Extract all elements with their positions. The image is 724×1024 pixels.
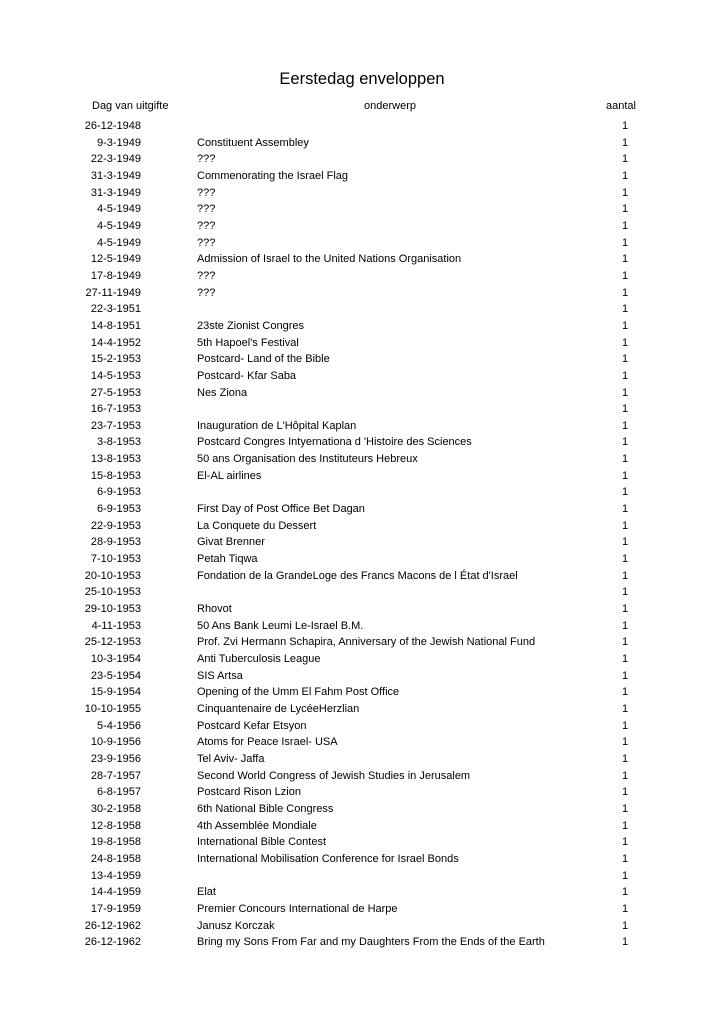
table-row <box>0 401 724 418</box>
count-cell: 1 <box>621 653 629 665</box>
table-row <box>0 534 724 551</box>
page-title: Eerstedag enveloppen <box>279 70 445 88</box>
count-cell: 1 <box>621 519 629 532</box>
table-row <box>0 151 724 168</box>
subject-cell: Commenorating the Israel Flag <box>197 169 349 182</box>
date-cell: 15-8-1953 <box>90 469 141 482</box>
count-cell: 1 <box>621 686 629 699</box>
table-row <box>0 901 724 918</box>
subject-cell: Postcard- Kfar Saba <box>197 369 297 382</box>
date-cell: 27-5-1953 <box>90 386 141 399</box>
date-cell: 13-4-1959 <box>90 869 141 882</box>
count-cell: 1 <box>621 736 629 749</box>
subject-cell: International Bible Contest <box>197 836 327 849</box>
table-row <box>0 418 724 435</box>
table-row <box>0 568 724 585</box>
count-cell: 1 <box>621 303 629 316</box>
date-cell: 31-3-1949 <box>90 169 141 182</box>
date-cell: 17-8-1949 <box>90 269 141 282</box>
subject-cell: ??? <box>197 236 216 249</box>
subject-cell: Constituent Assembley <box>197 136 309 149</box>
date-cell: 24-8-1958 <box>90 852 141 865</box>
subject-cell: ??? <box>197 203 216 216</box>
date-cell: 14-5-1953 <box>90 369 141 382</box>
table-row <box>0 701 724 718</box>
subject-cell: Bring my Sons From Far and my Daughters From the Ends of the Earth <box>197 936 545 949</box>
date-cell: 22-3-1951 <box>90 303 141 316</box>
table-row <box>0 235 724 252</box>
table-row <box>0 185 724 202</box>
subject-cell: ??? <box>197 186 216 199</box>
table-row <box>0 251 724 268</box>
count-cell: 1 <box>621 503 629 516</box>
subject-cell: SIS Artsa <box>197 669 243 682</box>
count-cell: 1 <box>621 586 629 599</box>
count-cell: 1 <box>621 120 629 132</box>
date-cell: 27-11-1949 <box>85 286 141 299</box>
subject-cell: La Conquete du Dessert <box>197 519 317 532</box>
date-cell: 30-2-1958 <box>90 802 141 815</box>
count-cell: 1 <box>621 403 629 416</box>
table-row <box>0 651 724 668</box>
date-cell: 28-7-1957 <box>90 769 141 782</box>
date-cell: 26-12-1948 <box>84 120 141 132</box>
table-row <box>0 501 724 518</box>
date-cell: 22-9-1953 <box>90 519 141 532</box>
table-row <box>0 868 724 885</box>
subject-cell: 50 ans Organisation des Instituteurs Hebreux <box>197 453 418 466</box>
count-cell: 1 <box>621 153 629 166</box>
table-row <box>0 218 724 235</box>
column-header-date: Dag van uitgifte <box>92 100 169 112</box>
subject-cell: Tel Aviv- Jaffa <box>197 752 265 765</box>
date-cell: 14-4-1959 <box>90 886 141 899</box>
table-row <box>0 318 724 335</box>
count-cell: 1 <box>621 436 629 449</box>
count-cell: 1 <box>621 769 629 782</box>
date-cell: 25-10-1953 <box>84 586 141 599</box>
date-cell: 17-9-1959 <box>90 902 141 915</box>
table-row <box>0 385 724 402</box>
date-cell: 6-9-1953 <box>96 486 141 499</box>
date-cell: 26-12-1962 <box>84 919 141 932</box>
date-cell: 4-5-1949 <box>96 236 141 249</box>
date-cell: 20-10-1953 <box>84 569 141 582</box>
subject-cell: Fondation de la GrandeLoge des Francs Macons de l État d'Israel <box>197 569 518 582</box>
subject-cell: Postcard- Land of the Bible <box>197 353 330 366</box>
date-cell: 23-9-1956 <box>90 752 141 765</box>
date-cell: 14-4-1952 <box>90 336 141 349</box>
count-cell: 1 <box>621 553 629 566</box>
table-row <box>0 768 724 785</box>
date-cell: 7-10-1953 <box>90 553 141 566</box>
count-cell: 1 <box>621 186 629 199</box>
count-cell: 1 <box>621 203 629 216</box>
count-cell: 1 <box>621 669 629 682</box>
count-cell: 1 <box>621 219 629 232</box>
subject-cell: Anti Tuberculosis League <box>197 653 321 665</box>
count-cell: 1 <box>621 169 629 182</box>
count-cell: 1 <box>621 369 629 382</box>
subject-cell: ??? <box>197 269 216 282</box>
table-row <box>0 484 724 501</box>
count-cell: 1 <box>621 286 629 299</box>
table-row <box>0 818 724 835</box>
subject-cell: Admission of Israel to the United Nations Organisation <box>197 253 462 266</box>
column-header-count: aantal <box>606 100 636 112</box>
date-cell: 10-9-1956 <box>90 736 141 749</box>
date-cell: 4-5-1949 <box>96 219 141 232</box>
date-cell: 23-7-1953 <box>90 419 141 432</box>
table-row <box>0 118 724 135</box>
table-row <box>0 618 724 635</box>
count-cell: 1 <box>621 336 629 349</box>
table-row <box>0 918 724 935</box>
envelope-table <box>0 118 724 951</box>
subject-cell: Second World Congress of Jewish Studies in Jerusalem <box>197 769 471 782</box>
date-cell: 19-8-1958 <box>90 836 141 849</box>
subject-cell: Prof. Zvi Hermann Schapira, Anniversary of the Jewish National Fund <box>197 636 536 649</box>
count-cell: 1 <box>621 802 629 815</box>
count-cell: 1 <box>621 136 629 149</box>
subject-cell: 5th Hapoel's Festival <box>197 336 299 349</box>
subject-cell: International Mobilisation Conference for Israel Bonds <box>197 852 459 865</box>
table-row <box>0 784 724 801</box>
subject-cell: Atoms for Peace Israel- USA <box>197 736 338 749</box>
subject-cell: 4th Assemblée Mondiale <box>197 819 317 832</box>
table-row <box>0 801 724 818</box>
date-cell: 14-8-1951 <box>90 319 141 332</box>
table-row <box>0 201 724 218</box>
count-cell: 1 <box>621 869 629 882</box>
date-cell: 10-10-1955 <box>84 702 141 715</box>
date-cell: 6-8-1957 <box>96 786 141 799</box>
date-cell: 23-5-1954 <box>90 669 141 682</box>
date-cell: 12-8-1958 <box>90 819 141 832</box>
table-row <box>0 851 724 868</box>
subject-cell: ??? <box>197 219 216 232</box>
subject-cell: First Day of Post Office Bet Dagan <box>197 503 365 516</box>
count-cell: 1 <box>621 636 629 649</box>
subject-cell: Nes Ziona <box>197 386 248 399</box>
date-cell: 15-2-1953 <box>90 353 141 366</box>
table-row <box>0 684 724 701</box>
count-cell: 1 <box>621 453 629 466</box>
table-row <box>0 934 724 951</box>
count-cell: 1 <box>621 886 629 899</box>
subject-cell: ??? <box>197 153 216 166</box>
date-cell: 13-8-1953 <box>90 453 141 466</box>
date-cell: 22-3-1949 <box>90 153 141 166</box>
count-cell: 1 <box>621 619 629 632</box>
date-cell: 12-5-1949 <box>90 253 141 266</box>
date-cell: 29-10-1953 <box>84 603 141 616</box>
count-cell: 1 <box>621 786 629 799</box>
subject-cell: Givat Brenner <box>197 536 265 549</box>
count-cell: 1 <box>621 852 629 865</box>
table-row <box>0 168 724 185</box>
count-cell: 1 <box>621 319 629 332</box>
date-cell: 25-12-1953 <box>84 636 141 649</box>
table-row <box>0 468 724 485</box>
date-cell: 10-3-1954 <box>90 653 141 665</box>
table-row <box>0 551 724 568</box>
count-cell: 1 <box>621 936 629 949</box>
count-cell: 1 <box>621 752 629 765</box>
subject-cell: 23ste Zionist Congres <box>197 319 304 332</box>
date-cell: 16-7-1953 <box>90 403 141 416</box>
date-cell: 28-9-1953 <box>90 536 141 549</box>
table-row <box>0 634 724 651</box>
table-row <box>0 601 724 618</box>
subject-cell: Petah Tiqwa <box>197 553 258 566</box>
subject-cell: ??? <box>197 286 216 299</box>
column-header-subject: onderwerp <box>364 100 416 112</box>
table-row <box>0 834 724 851</box>
date-cell: 9-3-1949 <box>96 136 141 149</box>
count-cell: 1 <box>621 536 629 549</box>
count-cell: 1 <box>621 269 629 282</box>
table-row <box>0 884 724 901</box>
count-cell: 1 <box>621 902 629 915</box>
count-cell: 1 <box>621 603 629 616</box>
subject-cell: 50 Ans Bank Leumi Le-Israel B.M. <box>197 619 364 632</box>
subject-cell: Inauguration de L'Hôpital Kaplan <box>197 419 357 432</box>
table-row <box>0 751 724 768</box>
count-cell: 1 <box>621 919 629 932</box>
table-row <box>0 668 724 685</box>
subject-cell: Postcard Rison Lzion <box>197 786 301 799</box>
table-row <box>0 451 724 468</box>
table-row <box>0 584 724 601</box>
count-cell: 1 <box>621 386 629 399</box>
table-row <box>0 351 724 368</box>
subject-cell: Premier Concours International de Harpe <box>197 902 398 915</box>
table-row <box>0 368 724 385</box>
subject-cell: Cinquantenaire de LycéeHerzlian <box>197 702 360 715</box>
table-row <box>0 518 724 535</box>
count-cell: 1 <box>621 353 629 366</box>
table-row <box>0 135 724 152</box>
date-cell: 31-3-1949 <box>90 186 141 199</box>
date-cell: 26-12-1962 <box>84 936 141 949</box>
table-row <box>0 301 724 318</box>
table-row <box>0 734 724 751</box>
count-cell: 1 <box>621 236 629 249</box>
table-row <box>0 268 724 285</box>
subject-cell: Rhovot <box>197 603 232 616</box>
date-cell: 3-8-1953 <box>96 436 141 449</box>
subject-cell: El-AL airlines <box>197 469 262 482</box>
subject-cell: Opening of the Umm El Fahm Post Office <box>197 686 400 699</box>
count-cell: 1 <box>621 702 629 715</box>
count-cell: 1 <box>621 469 629 482</box>
table-row <box>0 434 724 451</box>
count-cell: 1 <box>621 569 629 582</box>
count-cell: 1 <box>621 719 629 732</box>
count-cell: 1 <box>621 819 629 832</box>
table-row <box>0 285 724 302</box>
count-cell: 1 <box>621 419 629 432</box>
date-cell: 4-11-1953 <box>91 619 141 632</box>
subject-cell: Janusz Korczak <box>197 919 275 932</box>
date-cell: 15-9-1954 <box>90 686 141 699</box>
table-row <box>0 718 724 735</box>
date-cell: 6-9-1953 <box>96 503 141 516</box>
date-cell: 5-4-1956 <box>96 719 141 732</box>
count-cell: 1 <box>621 253 629 266</box>
count-cell: 1 <box>621 486 629 499</box>
subject-cell: Postcard Congres Intyernationa d 'Histoire des Sciences <box>197 436 472 449</box>
count-cell: 1 <box>621 836 629 849</box>
subject-cell: Elat <box>197 886 216 899</box>
subject-cell: 6th National Bible Congress <box>197 802 334 815</box>
subject-cell: Postcard Kefar Etsyon <box>197 719 307 732</box>
table-row <box>0 335 724 352</box>
date-cell: 4-5-1949 <box>96 203 141 216</box>
